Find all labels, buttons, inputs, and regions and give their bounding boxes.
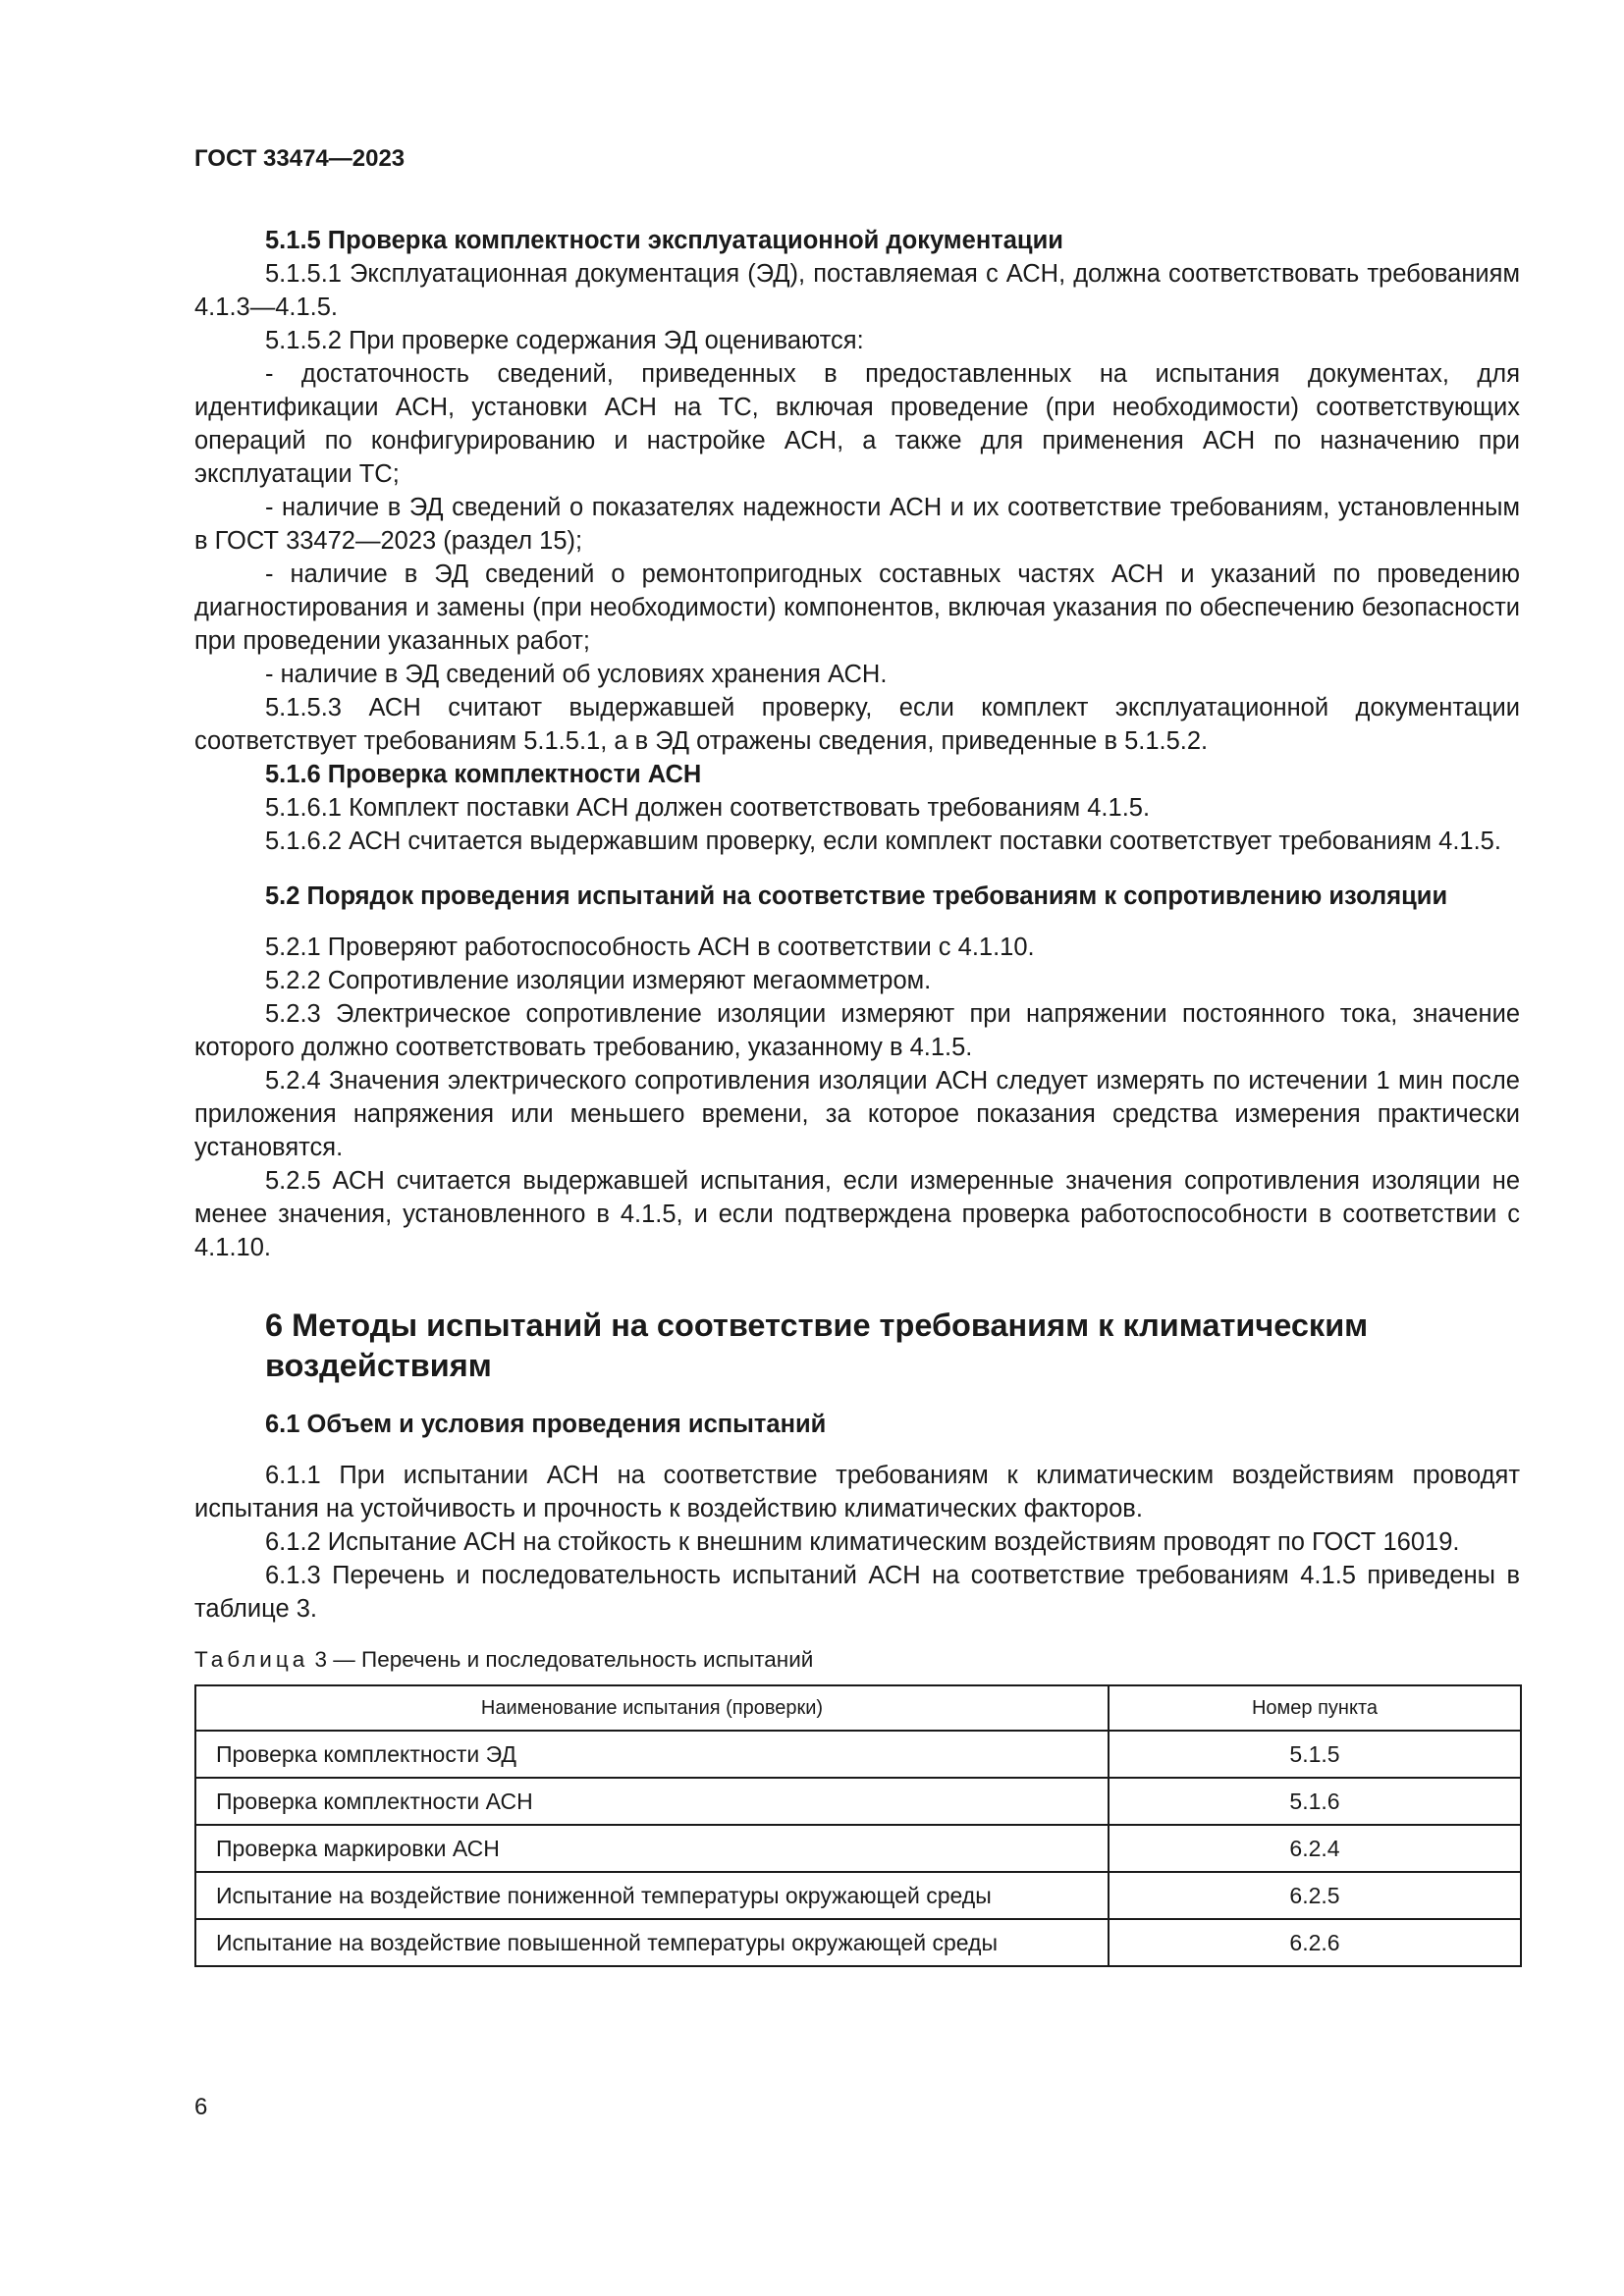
paragraph-5-1-6-2: 5.1.6.2 АСН считается выдержавшим проверку, если комплект поставки соответствует требованиям 4.1.5. [265, 828, 1501, 855]
table-header-name: Наименование испытания (проверки) [195, 1685, 1109, 1731]
paragraph-6-1-2: 6.1.2 Испытание АСН на стойкость к внешним климатическим воздействиям проводят по ГОСТ 16019. [265, 1528, 1460, 1556]
table-cell-test-name: Проверка маркировки АСН [195, 1825, 1109, 1872]
table-header-number: Номер пункта [1109, 1685, 1521, 1731]
heading-5-2: 5.2 Порядок проведения испытаний на соответствие требованиям к сопротивлению изоляции [265, 882, 1448, 910]
list-item: - наличие в ЭД сведений о ремонтопригодных составных частях АСН и указаний по проведению диагностирования и замены (при необходимости) компонентов, включая указания по обеспечению безопасности при проведении указанных работ; [194, 561, 1520, 655]
list-item: - наличие в ЭД сведений о показателях надежности АСН и их соответствие требованиям, установленным в ГОСТ 33472—2023 (раздел 15); [194, 494, 1520, 555]
heading-section-6: 6 Методы испытаний на соответствие требованиям к климатическим воздействиям [265, 1308, 1369, 1383]
table-cell-clause-number: 6.2.4 [1109, 1825, 1521, 1872]
document-page [194, 147, 1520, 1967]
paragraph-6-1-1: 6.1.1 При испытании АСН на соответствие требованиям к климатическим воздействиям проводят испытания на устойчивость и прочность к воздействию климатических факторов. [194, 1462, 1520, 1522]
table-caption-label: Таблица [194, 1647, 309, 1672]
paragraph-5-1-6-1: 5.1.6.1 Комплект поставки АСН должен соответствовать требованиям 4.1.5. [265, 794, 1151, 822]
list-item: - достаточность сведений, приведенных в предоставленных на испытания документах, для идентификации АСН, установки АСН на ТС, включая проведение (при необходимости) соответствующих операций по конфигурированию и настройке АСН, а также для применения АСН по назначению при эксплуатации ТС; [194, 360, 1520, 488]
table-cell-clause-number: 6.2.5 [1109, 1872, 1521, 1919]
heading-5-1-6: 5.1.6 Проверка комплектности АСН [265, 761, 702, 788]
table-caption-text: 3 — Перечень и последовательность испытаний [314, 1647, 814, 1672]
list-item: - наличие в ЭД сведений об условиях хранения АСН. [265, 661, 888, 688]
paragraph-5-1-5-2: 5.1.5.2 При проверке содержания ЭД оцениваются: [265, 327, 864, 354]
page-number: 6 [194, 2094, 208, 2120]
heading-6-1: 6.1 Объем и условия проведения испытаний [265, 1411, 827, 1438]
table-row [195, 1919, 1521, 1966]
table-caption [194, 1645, 1520, 1675]
paragraph-5-2-2: 5.2.2 Сопротивление изоляции измеряют мегаомметром. [265, 967, 932, 994]
paragraph-5-1-5-3: 5.1.5.3 АСН считают выдержавшей проверку, если комплект эксплуатационной документации соответствует требованиям 5.1.5.1, а в ЭД отражены сведения, приведенные в 5.1.5.2. [194, 694, 1520, 755]
document-code-header: ГОСТ 33474—2023 [194, 145, 406, 172]
paragraph-5-2-3: 5.2.3 Электрическое сопротивление изоляции измеряют при напряжении постоянного тока, значение которого должно соответствовать требованию, указанному в 4.1.5. [194, 1000, 1520, 1061]
table-cell-clause-number: 5.1.6 [1109, 1778, 1521, 1825]
table-row [195, 1778, 1521, 1825]
paragraph-6-1-3: 6.1.3 Перечень и последовательность испытаний АСН на соответствие требованиям 4.1.5 приведены в таблице 3. [194, 1562, 1520, 1623]
paragraph-5-2-4: 5.2.4 Значения электрического сопротивления изоляции АСН следует измерять по истечении 1 мин после приложения напряжения или меньшего времени, за которое показания средства измерения практически установятся. [194, 1067, 1520, 1161]
tests-table [194, 1684, 1522, 1967]
paragraph-5-2-5: 5.2.5 АСН считается выдержавшей испытания, если измеренные значения сопротивления изоляции не менее значения, установленного в 4.1.5, и если подтверждена проверка работоспособности в соответствии с 4.1.10. [194, 1167, 1520, 1261]
heading-5-1-5: 5.1.5 Проверка комплектности эксплуатационной документации [265, 227, 1063, 254]
paragraph-5-2-1: 5.2.1 Проверяют работоспособность АСН в соответствии с 4.1.10. [265, 934, 1035, 961]
table-cell-test-name: Проверка комплектности АСН [195, 1778, 1109, 1825]
table-cell-clause-number: 6.2.6 [1109, 1919, 1521, 1966]
table-row [195, 1872, 1521, 1919]
table-header-row [195, 1685, 1521, 1731]
table-cell-clause-number: 5.1.5 [1109, 1731, 1521, 1778]
table-cell-test-name: Испытание на воздействие повышенной температуры окружающей среды [195, 1919, 1109, 1966]
paragraph-5-1-5-1: 5.1.5.1 Эксплуатационная документация (ЭД), поставляемая с АСН, должна соответствовать требованиям 4.1.3—4.1.5. [194, 260, 1520, 321]
table-cell-test-name: Испытание на воздействие пониженной температуры окружающей среды [195, 1872, 1109, 1919]
table-row [195, 1825, 1521, 1872]
table-row [195, 1731, 1521, 1778]
table-cell-test-name: Проверка комплектности ЭД [195, 1731, 1109, 1778]
